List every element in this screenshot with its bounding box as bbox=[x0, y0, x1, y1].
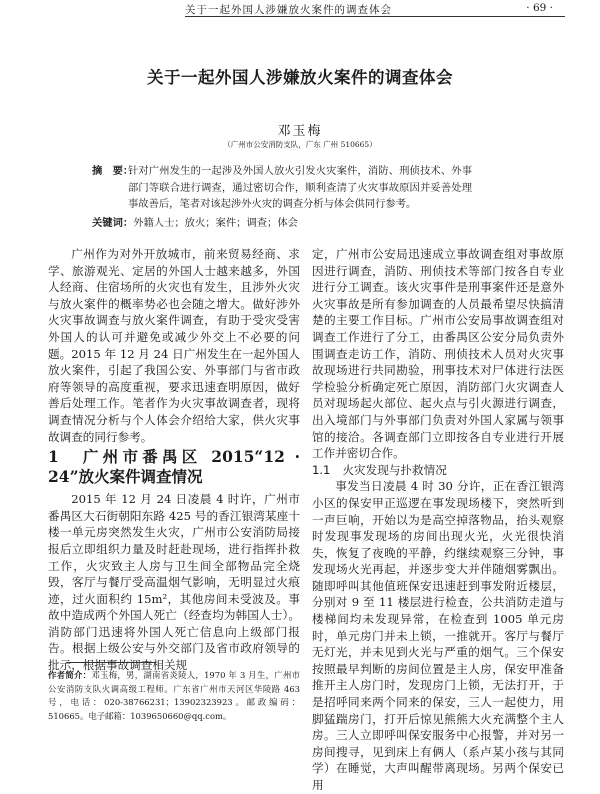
left-column bbox=[48, 246, 300, 674]
author-name: 邓玉梅 bbox=[277, 124, 323, 139]
section-paragraph: 2015 年 12 月 24 日凌晨 4 时许，广州市番禺区大石街朝阳东路 425 号的香江银湾某座十楼一单元房突然发生火灾，广州市公安消防局接报后立即组织力量及时赶赴现场，进行指挥扑救工作，火灾致主人房与卫生间全部物品完全烧毁，客厅与餐厅受高温烟气影响，无明显过火痕迹，过火面积约 15m²，其他房间未受波及。事故中造成两个外国人死亡（经查均为韩国人士）。消防部门迅速将外国人死亡信息向上级部门报告。根据上级公安与外交部门及省市政府领导的批示，根据事故调查相关规 bbox=[48, 492, 300, 673]
keywords-label: 关键词： bbox=[92, 217, 134, 229]
footnote-divider bbox=[66, 662, 156, 663]
subsection-title: 火灾发现与扑救情况 bbox=[342, 462, 447, 477]
page-number: · 69 · bbox=[526, 2, 553, 14]
continued-paragraph: 定，广州市公安局迅速成立事故调查组对事故原因进行调查，消防、刑侦技术等部门按各自专业进行分工调查。该火灾事件是刑事案件还是意外火灾事故是所有参加调查的人员最希望尽快搞清楚的主要工作目标。广州市公安局事故调查组对调查工作进行了分工，由番禺区公安分局负责外围调查走访工作，消防、刑侦技术人员对火灾事故现场进行共同勘验，刑事技术对尸体进行法医学检验分析确定死亡原因，消防部门火灾调查人员对现场起火部位、起火点与引火源进行调查，出入境部门与外事部门负责对外国人家属与领事馆的接洽。各调查部门立即按各自专业进行开展工作并密切合作。 bbox=[312, 247, 564, 461]
running-header-title: 关于一起外国人涉嫌放火案件的调查体会 bbox=[185, 4, 392, 16]
running-header bbox=[185, 2, 565, 17]
section-heading: 1 广州市番禺区 2015“12 · 24”放火案件调查情况 bbox=[48, 447, 300, 487]
keywords bbox=[92, 214, 492, 229]
abstract-text: 针对广州发生的一起涉及外国人放火引发火灾案件，消防、刑侦技术、外事部门等联合进行调查，通过密切合作，顺利查清了火灾事故原因并妥善处理事故善后，笔者对该起涉外火灾的调查分析与体会供同行参考。 bbox=[128, 165, 472, 210]
subsection-paragraph: 事发当日凌晨 4 时 30 分许，正在香江银湾小区的保安甲正巡逻在事发现场楼下，突然听到一声巨响，开始以为是高空掉落物品，抬头观察时发现事发现场的房间出现火光，火光很快消失，恢复了夜晚的平静，约继续观察三分钟，事发现场火光再起，并逐步变大并伴随烟雾飘出。随即呼叫其他值班保安迅速赶到事发附近楼层，分别对 9 至 11 楼层进行检查，公共消防走道与楼梯间均未发现异常，在检查到 1005 单元房时，单元房门并未上锁，一推就开。客厅与餐厅无灯光，并未见到火光与严重的烟气。三个保安按照最早判断的房间位置是主人房，保安甲准备推开主人房门时，发现房门上锁，无法打开，于是招呼同来两个同来的保安，三人一起使力，用脚猛踹房门，打开后惊见熊熊大火充满整个主人房。三人立即呼叫保安服务中心报警，并对另一房间搜寻，见到床上有俩人（系卢某小孩与其同学）在睡觉，大声叫醒带离现场。另两个保安已用 bbox=[312, 479, 564, 792]
author-bio bbox=[48, 669, 300, 723]
subsection-number: 1.1 bbox=[312, 462, 331, 477]
author-affiliation: （广州市公安消防支队，广东 广州 510665） bbox=[223, 140, 377, 149]
author-bio-label: 作者简介： bbox=[48, 670, 92, 680]
right-column bbox=[312, 246, 564, 794]
abstract bbox=[92, 163, 472, 213]
abstract-label: 摘 要： bbox=[92, 165, 134, 177]
subsection-heading bbox=[312, 462, 564, 479]
keywords-text: 外籍人士；放火；案件；调查；体会 bbox=[133, 217, 298, 229]
author-bio-text: 邓玉梅，男，湖南省炎陵人，1970 年 3 月生，广州市公安消防支队火调高级工程师。广东省广州市天河区华陵路 463 号，电话：020-38766231；13902323923。邮政编码：510665。电子邮箱：1039650660@qq.com。 bbox=[48, 670, 300, 721]
intro-paragraph: 广州作为对外开放城市，前来贸易经商、求学、旅游观光、定居的外国人士越来越多，外国人经商、住宿场所的火灾也有发生，且涉外火灾与放火案件的概率势必也会随之增大。做好涉外火灾事故调查与放火案件调查，有助于受灾受害外国人的认可并避免或减少外交上不必要的问题。2015 年 12 月 24 日广州发生在一起外国人放火案件，引起了我国公安、外事部门与省市政府等领导的高度重视，要求迅速查明原因，做好善后处理工作。笔者作为火灾事故调查者，现将调查情况分析与个人体会介绍给大家，供火灾事故调查的同行参考。 bbox=[48, 247, 300, 444]
footnote bbox=[48, 662, 300, 723]
article-title: 关于一起外国人涉嫌放火案件的调查体会 bbox=[147, 68, 453, 87]
